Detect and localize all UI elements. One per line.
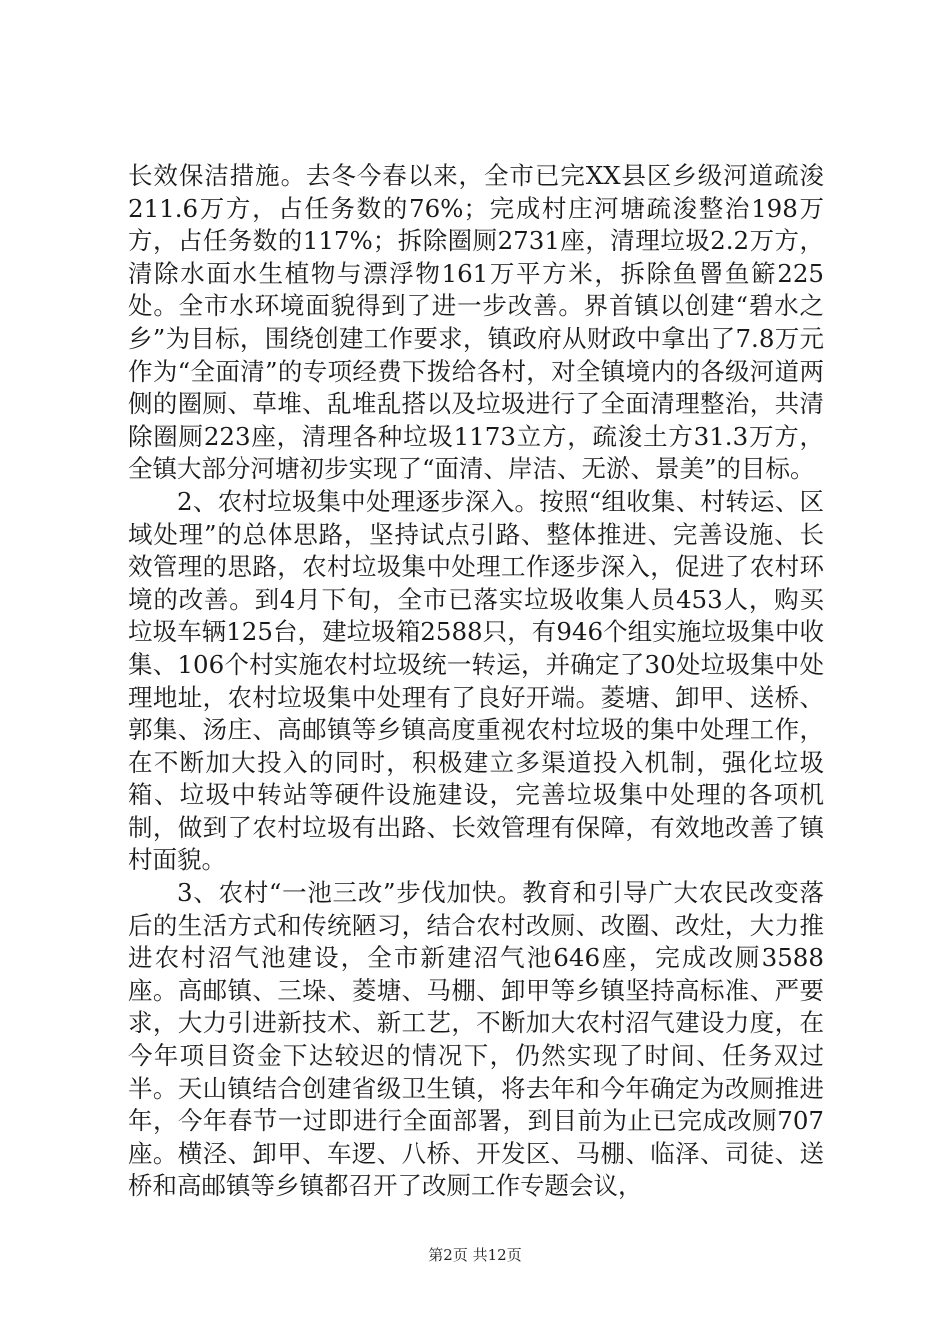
paragraph-biogas-toilet-reform: 3、农村“一池三改”步伐加快。教育和引导广大农民改变落后的生活方式和传统陋习，结合农村改厕、改圈、改灶，大力推进农村沼气池建设，全市新建沼气池646座，完成改厕3588座。高邮镇、三垛、菱塘、马棚、卸甲等乡镇坚持高标准、严要求，大力引进新技术、新工艺，不断加大农村沼气建设力度，在今年项目资金下达较迟的情况下，仍然实现了时间、任务双过半。天山镇结合创建省级卫生镇，将去年和今年确定为改厕推进年，今年春节一过即进行全面部署，到目前为止已完成改厕707座。横泾、卸甲、车逻、八桥、开发区、马棚、临泽、司徒、送桥和高邮镇等乡镇都召开了改厕工作专题会议， bbox=[128, 878, 824, 1201]
page-number-footer: 第2页 共12页 bbox=[428, 1246, 522, 1264]
paragraph-water-environment: 长效保洁措施。去冬今春以来，全市已完XX县区乡级河道疏浚211.6万方，占任务数的76%；完成村庄河塘疏浚整治198万方，占任务数的117%；拆除圈厕2731座，清理垃圾2.2万方，清除水面水生植物与漂浮物161万平方米，拆除鱼罾鱼簖225处。全市水环境面貌得到了进一步改善。界首镇以创建“碧水之乡”为目标，围绕创建工作要求，镇政府从财政中拿出了7.8万元作为“全面清”的专项经费下拨给各村，对全镇境内的各级河道两侧的圈厕、草堆、乱堆乱搭以及垃圾进行了全面清理整治，共清除圈厕223座，清理各种垃圾1173立方，疏浚土方31.3万方，全镇大部分河塘初步实现了“面清、岸洁、无淤、景美”的目标。 bbox=[128, 161, 824, 484]
paragraph-garbage-processing: 2、农村垃圾集中处理逐步深入。按照“组收集、村转运、区域处理”的总体思路，坚持试点引路、整体推进、完善设施、长效管理的思路，农村垃圾集中处理工作逐步深入，促进了农村环境的改善。到4月下旬，全市已落实垃圾收集人员453人，购买垃圾车辆125台，建垃圾箱2588只，有946个组实施垃圾集中收集、106个村实施农村垃圾统一转运，并确定了30处垃圾集中处理地址，农村垃圾集中处理有了良好开端。菱塘、卸甲、送桥、郭集、汤庄、高邮镇等乡镇高度重视农村垃圾的集中处理工作，在不断加大投入的同时，积极建立多渠道投入机制，强化垃圾箱、垃圾中转站等硬件设施建设，完善垃圾集中处理的各项机制，做到了农村垃圾有出路、长效管理有保障，有效地改善了镇村面貌。 bbox=[128, 486, 824, 875]
document-body bbox=[128, 160, 824, 1203]
